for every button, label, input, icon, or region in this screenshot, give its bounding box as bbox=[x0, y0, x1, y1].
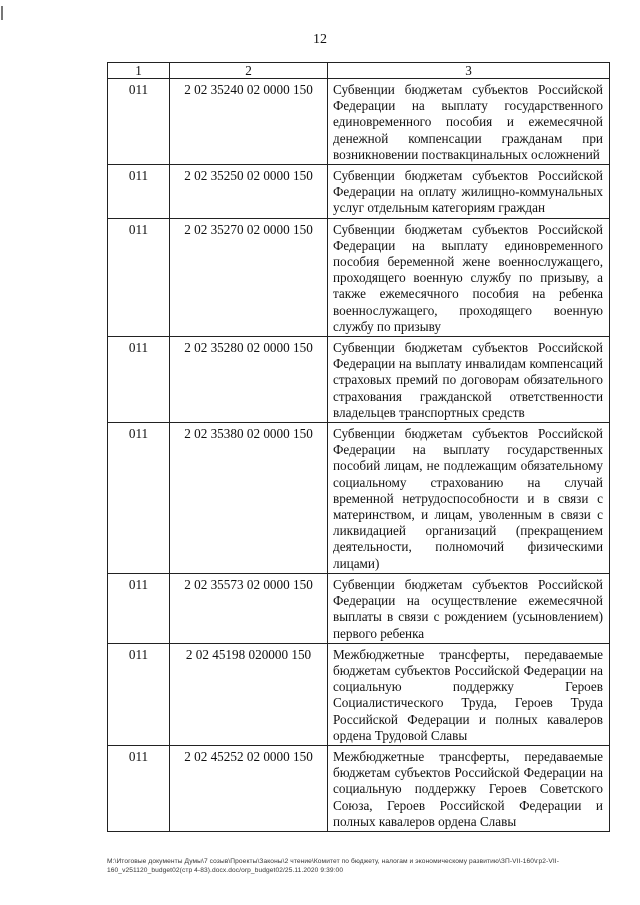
footer-file-path: M:\Итоговые документы Думы\7 созыв\Проекты\Законы\2 чтение\Комитет по бюджету, налогам и экономическому развитию\ЗП-VII-160\гр2-VII-160_v251120_budget02(стр 4-83).docx.doc/orp_budget02/25.11.2020 9:39:00 bbox=[107, 858, 560, 874]
budget-code-cell: 2 02 35380 02 0000 150 bbox=[170, 423, 328, 574]
admin-code-cell: 011 bbox=[108, 573, 170, 643]
table-row bbox=[108, 218, 610, 336]
scan-edge-mark bbox=[1, 6, 3, 20]
description-cell: Субвенции бюджетам субъектов Российской Федерации на оплату жилищно-коммунальных услуг отдельным категориям граждан bbox=[328, 165, 610, 219]
admin-code-cell: 011 bbox=[108, 79, 170, 165]
description-cell: Субвенции бюджетам субъектов Российской Федерации на выплату инвалидам компенсаций страховых премий по договорам обязательного страхования гражданской ответственности владельцев транспортных средств bbox=[328, 337, 610, 423]
description-cell: Субвенции бюджетам субъектов Российской Федерации на осуществление ежемесячной выплаты в связи с рождением (усыновлением) первого ребенка bbox=[328, 573, 610, 643]
budget-code-cell: 2 02 35240 02 0000 150 bbox=[170, 79, 328, 165]
admin-code-cell: 011 bbox=[108, 643, 170, 745]
admin-code-cell: 011 bbox=[108, 165, 170, 219]
page-number: 12 bbox=[313, 32, 327, 47]
column-header-2: 2 bbox=[170, 63, 328, 79]
budget-code-cell: 2 02 35250 02 0000 150 bbox=[170, 165, 328, 219]
admin-code-cell: 011 bbox=[108, 337, 170, 423]
admin-code-cell: 011 bbox=[108, 218, 170, 336]
budget-codes-table bbox=[107, 62, 610, 832]
table-row bbox=[108, 79, 610, 165]
table-row bbox=[108, 643, 610, 745]
description-cell: Субвенции бюджетам субъектов Российской Федерации на выплату единовременного пособия беременной жене военнослужащего, проходящего военную службу по призыву, а также ежемесячного пособия на ребенка военнослужащего, проходящего военную службу по призыву bbox=[328, 218, 610, 336]
table-row bbox=[108, 745, 610, 831]
admin-code-cell: 011 bbox=[108, 423, 170, 574]
column-header-1: 1 bbox=[108, 63, 170, 79]
table-row bbox=[108, 337, 610, 423]
table-row bbox=[108, 573, 610, 643]
description-cell: Межбюджетные трансферты, передаваемые бюджетам субъектов Российской Федерации на социальную поддержку Героев Социалистического Труда, Героев Труда Российской Федерации и полных кавалеров ордена Трудовой Славы bbox=[328, 643, 610, 745]
budget-code-cell: 2 02 45252 02 0000 150 bbox=[170, 745, 328, 831]
description-cell: Субвенции бюджетам субъектов Российской Федерации на выплату государственного единовременного пособия и ежемесячной денежной компенсации гражданам при возникновении поствакцинальных осложнений bbox=[328, 79, 610, 165]
table-body bbox=[108, 63, 610, 832]
admin-code-cell: 011 bbox=[108, 745, 170, 831]
budget-code-cell: 2 02 35573 02 0000 150 bbox=[170, 573, 328, 643]
description-cell: Межбюджетные трансферты, передаваемые бюджетам субъектов Российской Федерации на социальную поддержку Героев Советского Союза, Героев Российской Федерации и полных кавалеров ордена Славы bbox=[328, 745, 610, 831]
description-cell: Субвенции бюджетам субъектов Российской Федерации на выплату государственных пособий лицам, не подлежащим обязательному социальному страхованию на случай временной нетрудоспособности и в связи с материнством, и лицам, уволенным в связи с ликвидацией организаций (прекращением деятельности, полномочий физическими лицами) bbox=[328, 423, 610, 574]
budget-code-cell: 2 02 35280 02 0000 150 bbox=[170, 337, 328, 423]
budget-code-cell: 2 02 45198 020000 150 bbox=[170, 643, 328, 745]
budget-code-cell: 2 02 35270 02 0000 150 bbox=[170, 218, 328, 336]
table-row bbox=[108, 423, 610, 574]
column-header-3: 3 bbox=[328, 63, 610, 79]
table-header-row bbox=[108, 63, 610, 79]
table-row bbox=[108, 165, 610, 219]
